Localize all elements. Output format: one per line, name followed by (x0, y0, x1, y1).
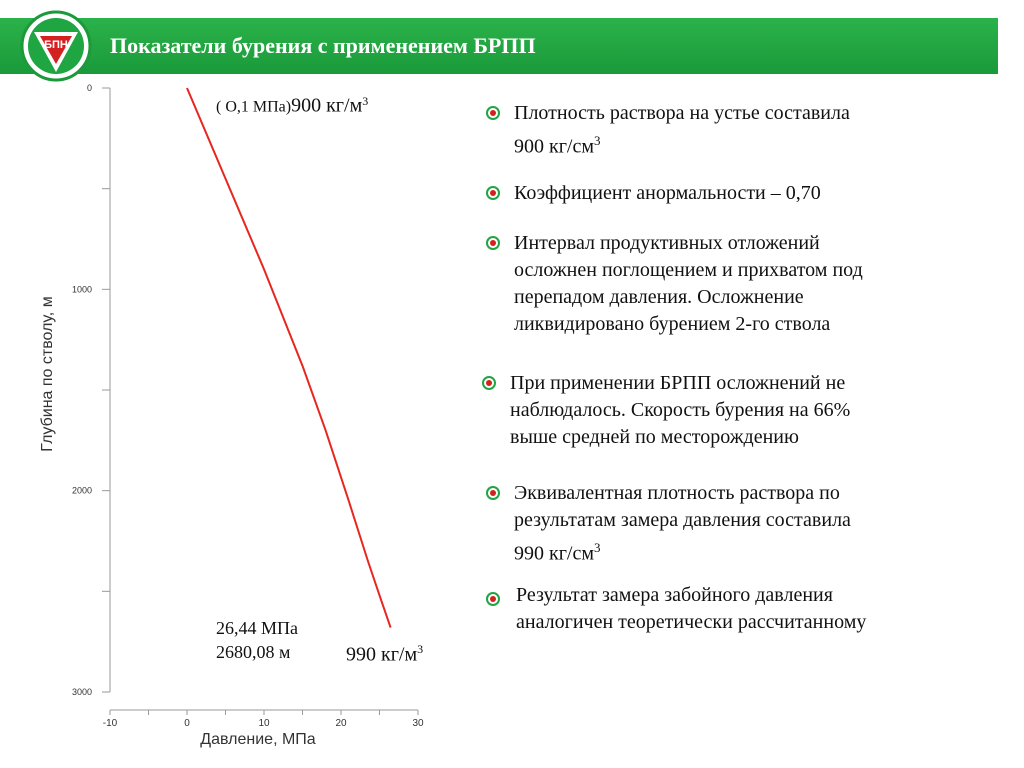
bullet-sup: 3 (594, 540, 601, 555)
annotation-top-density: 900 кг/м (291, 94, 363, 117)
x-tick-label: 10 (258, 718, 270, 729)
bullet-text (516, 582, 996, 636)
bullet-dot-icon (486, 486, 500, 500)
bullet-line: Результат замера забойного давления (516, 584, 833, 606)
bullet-dot-icon (486, 106, 500, 120)
annotation-bottom-pressure: 26,44 МПа (216, 618, 298, 638)
bullet-line-value: 900 кг/см (514, 135, 595, 158)
bullet-text (514, 100, 994, 161)
annotation-bottom-density (346, 642, 423, 667)
bullet-line: осложнен поглощением и прихватом под (514, 259, 863, 281)
slide-title: Показатели бурения с применением БРПП (110, 33, 536, 58)
y-tick-label: 2000 (71, 485, 92, 496)
bullet-dot-icon (486, 186, 500, 200)
pressure-depth-chart (0, 80, 470, 768)
bullet-line: перепадом давления. Осложнение (514, 286, 804, 308)
y-tick-label: 3000 (71, 687, 92, 697)
bullet-line (514, 127, 994, 161)
y-axis-title: Глубина по стволу, м (39, 296, 56, 452)
bullet-line: результатам замера давления составила (514, 509, 851, 531)
title-bar (0, 18, 998, 74)
annotation-top-pressure: ( О,1 МПа) (216, 98, 292, 116)
bullet-sup: 3 (594, 133, 601, 148)
bullet-line (514, 534, 994, 568)
bullet-line: Плотность раствора на устье составила (514, 102, 850, 124)
annotation-bottom-density-value: 990 кг/м (346, 643, 418, 666)
bullet-line: ликвидировано бурением 2-го ствола (514, 313, 831, 335)
x-tick-label: 20 (335, 718, 347, 729)
bullet-line: Эквивалентная плотность раствора по (514, 482, 840, 504)
bullet-line: аналогичен теоретически рассчитанному (516, 611, 867, 633)
bullet-line: наблюдалось. Скорость бурения на 66% (510, 399, 851, 421)
bullet-dot-icon (486, 592, 500, 606)
bullet-text (514, 230, 994, 338)
bullet-text (510, 370, 990, 451)
bullet-dot-icon (486, 236, 500, 250)
series-line (187, 88, 391, 628)
logo-text: БПН (44, 39, 68, 51)
bullet-line: При применении БРПП осложнений не (510, 372, 846, 394)
bullet-line: выше средней по месторождению (510, 426, 799, 448)
x-tick-label: 30 (412, 718, 424, 729)
bullet-dot-icon (482, 376, 496, 390)
annotation-bottom-density-sup: 3 (417, 642, 424, 656)
bullet-line: Коэффициент анормальности – 0,70 (514, 182, 821, 204)
annotation-top-density-sup: 3 (362, 94, 369, 108)
x-tick-label: 0 (184, 718, 190, 729)
bullet-text (514, 180, 994, 207)
annotation-top (216, 94, 368, 117)
bullet-line-value: 990 кг/см (514, 542, 595, 565)
annotation-bottom-depth: 2680,08 м (216, 642, 291, 662)
y-tick-label: 0 (86, 83, 92, 93)
bullet-line: Интервал продуктивных отложений (514, 232, 820, 254)
x-tick-label: -10 (102, 718, 118, 729)
y-tick-label: 1000 (71, 284, 92, 295)
bullet-text (514, 480, 994, 568)
x-axis-title: Давление, МПа (200, 731, 316, 748)
company-logo-icon (20, 10, 92, 82)
